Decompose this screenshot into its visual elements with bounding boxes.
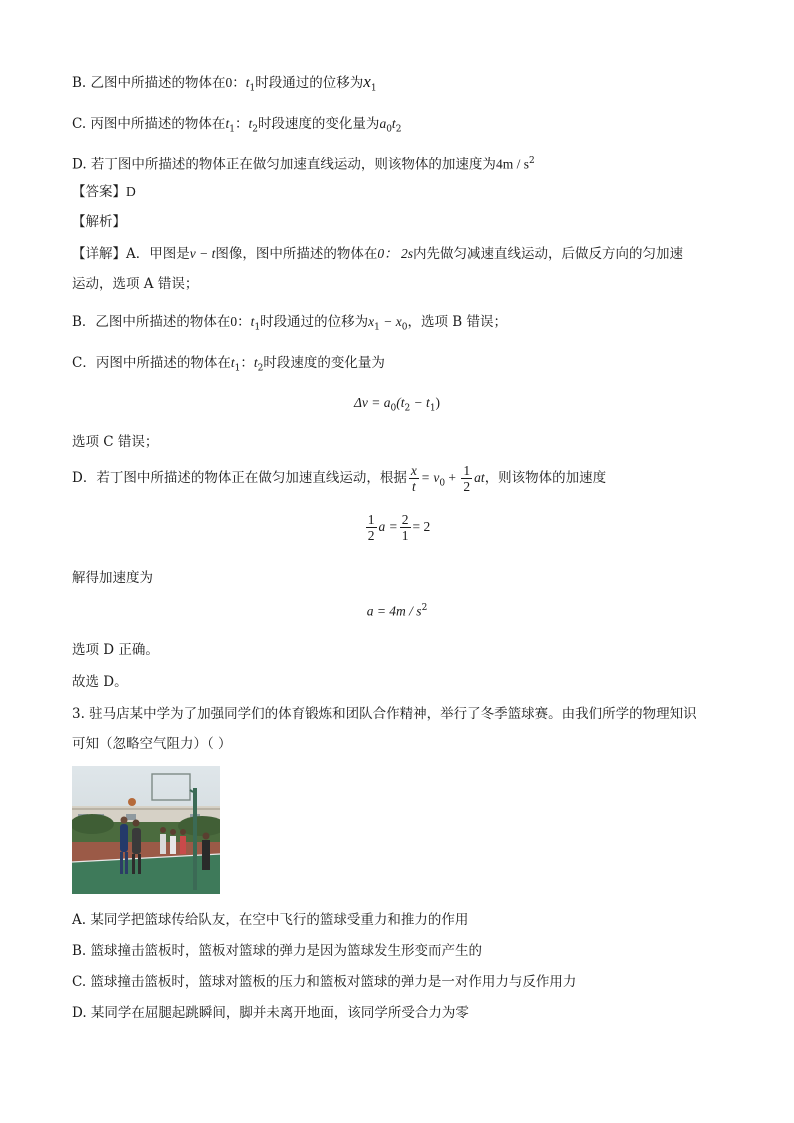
q3-stem-line2: 可知（忽略空气阻力）（ ） bbox=[72, 736, 232, 752]
basketball-photo bbox=[72, 766, 220, 894]
equation-delta-v: $\Delta v = a_0(t_2 - t_1)$ bbox=[353, 395, 441, 414]
equation-acceleration: $a = 4m / s^2$ bbox=[366, 603, 428, 619]
fraction-one-half: $\frac{1}{2}$ bbox=[367, 512, 375, 543]
option-b: B. 乙图中所描述的物体在0：$t_1$时段通过的位移为$x_1$ bbox=[72, 72, 377, 94]
detail-d-conclusion: 选项 D 正确。 bbox=[72, 642, 159, 658]
fraction-two-over-one: $\frac{2}{1}$ bbox=[401, 512, 409, 543]
analysis-label: 【解析】 bbox=[72, 214, 126, 230]
solve-acceleration: 解得加速度为 bbox=[72, 570, 153, 586]
q3-option-b: B. 篮球撞击篮板时，篮板对篮球的弹力是因为篮球发生形变而产生的 bbox=[72, 943, 483, 959]
detail-a-line1: 【详解】A．甲图是v − t图像，图中所描述的物体在0： 2s内先做匀减速直线运动，后做反方向的匀加速 bbox=[72, 246, 683, 262]
option-d: D. 若丁图中所描述的物体正在做匀加速直线运动，则该物体的加速度为$4m / s^2$ bbox=[72, 156, 535, 173]
q3-stem-line1: 3. 驻马店某中学为了加强同学们的体育锻炼和团队合作精神，举行了冬季篮球赛。由我们所学的物理知识 bbox=[72, 706, 697, 722]
q3-option-c: C. 篮球撞击篮板时，篮球对篮板的压力和篮板对篮球的弹力是一对作用力与反作用力 bbox=[72, 974, 577, 990]
detail-c: C．丙图中所描述的物体在$t_1$：$t_2$时段速度的变化量为 bbox=[72, 355, 385, 374]
answer-line: 【答案】D bbox=[72, 184, 136, 200]
equation-half-a: $\frac{1}{2}$ a = $\frac{2}{1}$ = 2 bbox=[367, 512, 431, 543]
detail-a-line2: 运动，选项 A 错误； bbox=[72, 276, 199, 292]
fraction-one-half: $\frac{1}{2}$ bbox=[463, 463, 471, 494]
q3-option-d: D. 某同学在屈腿起跳瞬间，脚并未离开地面，该同学所受合力为零 bbox=[72, 1005, 469, 1021]
detail-b: B．乙图中所描述的物体在0：$t_1$时段通过的位移为$x_1 - x_0$，选项 B 错误； bbox=[72, 314, 508, 333]
final-choice: 故选 D。 bbox=[72, 674, 128, 690]
q3-option-a: A. 某同学把篮球传给队友，在空中飞行的篮球受重力和推力的作用 bbox=[72, 912, 469, 928]
detail-c-conclusion: 选项 C 错误； bbox=[72, 434, 159, 450]
option-c: C. 丙图中所描述的物体在$t_1$：$t_2$时段速度的变化量为$a_0t_2$ bbox=[72, 116, 402, 135]
detail-d: D．若丁图中所描述的物体正在做匀加速直线运动，根据 $\frac{x}{t}$ = $v_0$ + $\frac{1}{2}$ at，则该物体的加速度 bbox=[72, 463, 607, 494]
fraction-x-over-t: $\frac{x}{t}$ bbox=[410, 463, 417, 494]
